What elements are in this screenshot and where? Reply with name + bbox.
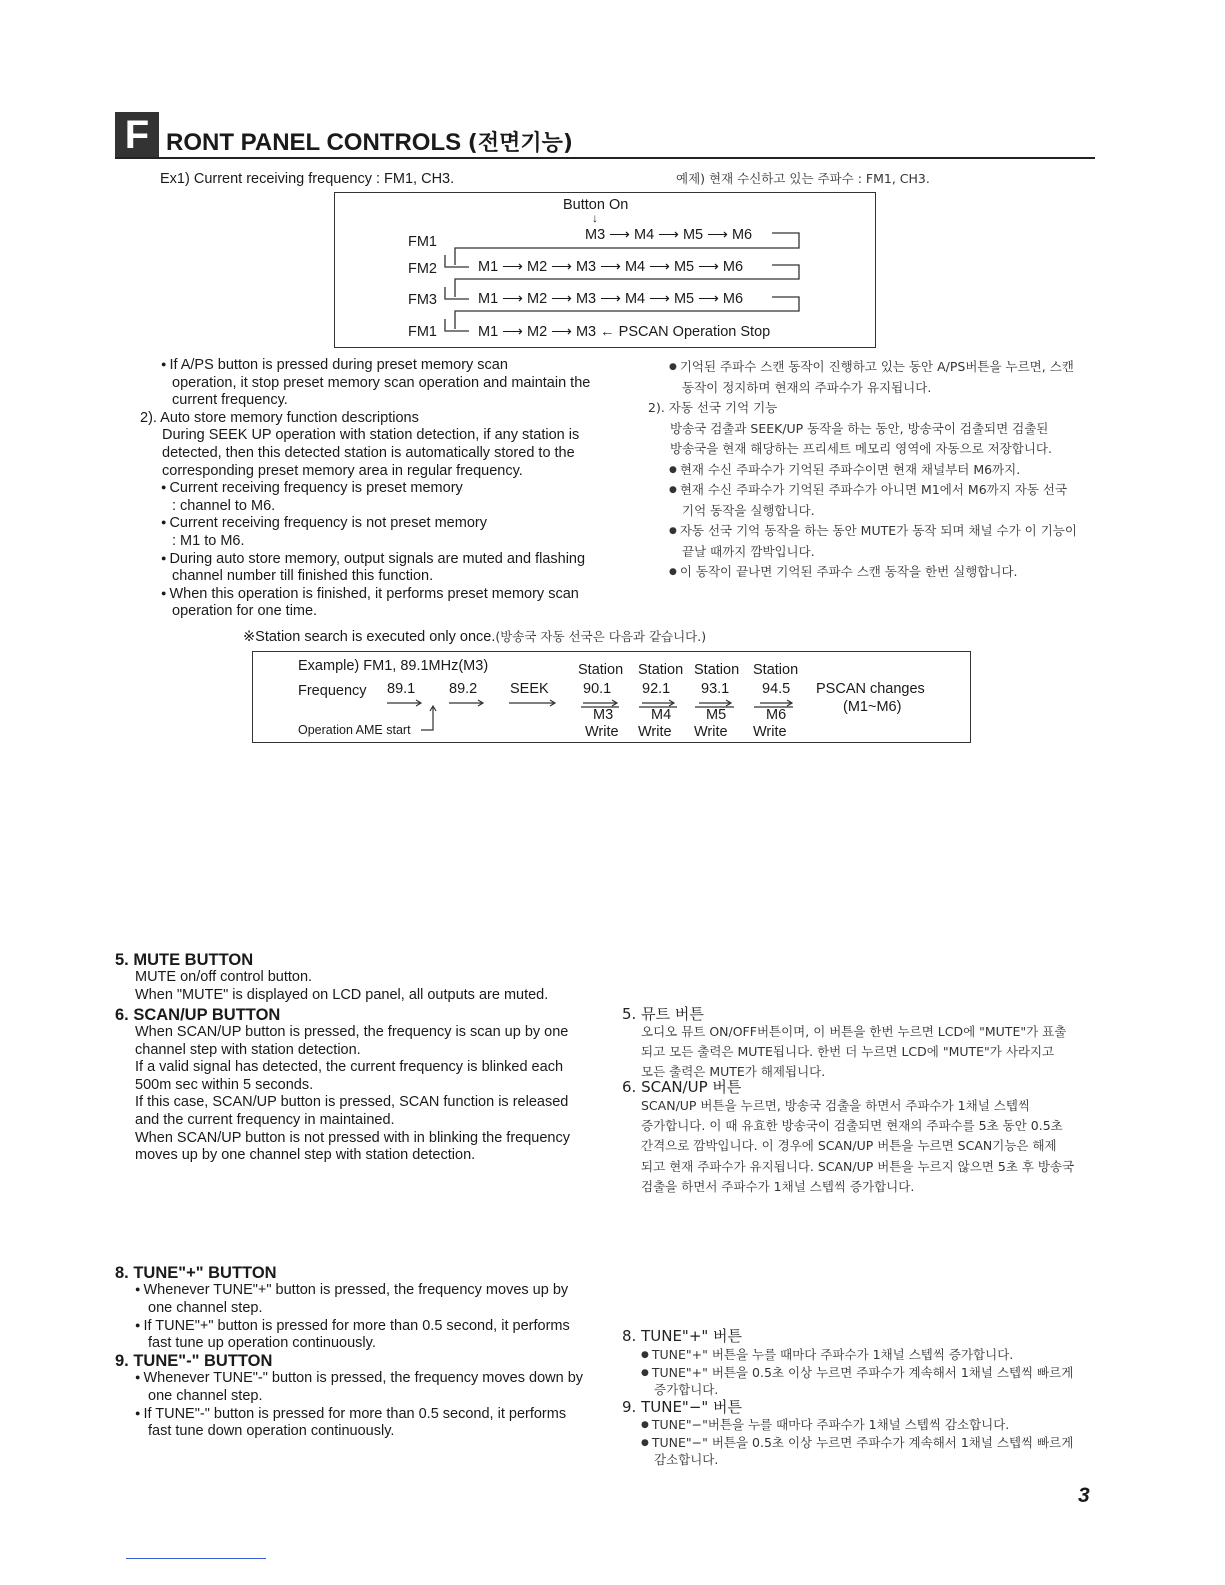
diagram-connectors <box>335 193 877 349</box>
auto-store-ko-line: 2). 자동 선국 기억 기능 <box>648 400 778 415</box>
freq-value-2: 89.2 <box>449 681 478 697</box>
auto-store-ko-line: 기억 동작을 실행합니다. <box>682 502 815 518</box>
auto-store-en-line: : channel to M6. <box>172 497 276 514</box>
auto-store-ko-line: ● 이 동작이 끝나면 기억된 주파수 스캔 동작을 한번 실행합니다. <box>669 562 1018 585</box>
arrow-2 <box>449 700 483 706</box>
arrow-6 <box>699 700 731 706</box>
auto-store-ko-line: 방송국을 현재 해당하는 프리세트 메모리 영역에 자동으로 저장합니다. <box>670 441 1052 456</box>
tune-minus-ko-line: ● TUNE"−"버튼을 누를 때마다 주파수가 1채널 스텝씩 감소합니다. <box>641 1415 1009 1438</box>
tune-plus-heading: 8. TUNE"+" BUTTON <box>115 1264 277 1282</box>
tune-minus-line: one channel step. <box>148 1387 263 1404</box>
auto-store-ko-line: ● 기억된 주파수 스캔 동작이 진행하고 있는 동안 A/PS버튼을 누르면, 스캔 <box>669 357 1074 380</box>
tune-minus-line: ● Whenever TUNE"-" button is pressed, the frequency moves down by <box>135 1370 583 1389</box>
scan-ko-line-2: 증가합니다. 이 때 유효한 방송국이 검출되면 현재의 주파수를 5초 동안 0.5초 <box>641 1118 1063 1134</box>
note-en: Station search is executed only once. <box>255 629 496 645</box>
freq-value-4: 92.1 <box>642 681 671 697</box>
tune-plus-line: ● Whenever TUNE"+" button is pressed, the frequency moves up by <box>135 1282 568 1301</box>
scan-heading: 6. SCAN/UP BUTTON <box>115 1006 281 1024</box>
auto-store-en-line: operation for one time. <box>172 603 318 620</box>
freq-value-6: 94.5 <box>762 681 791 697</box>
memory-label-m3: M3 <box>593 707 614 723</box>
pscan-label: PSCAN changes <box>816 681 925 697</box>
arrow-5 <box>642 700 674 706</box>
mute-ko-line-2: 되고 모든 출력은 MUTE됩니다. 한번 더 누르면 LCD에 "MUTE"가 사라지고 <box>641 1044 1055 1060</box>
tune-minus-line: ● If TUNE"-" button is pressed for more than 0.5 second, it performs <box>135 1406 566 1425</box>
station-label-2: Station <box>638 662 684 678</box>
note-ko: (방송국 자동 선국은 다음과 같습니다.) <box>495 629 707 644</box>
scan-body-ko <box>641 1096 1074 1197</box>
row-2-sequence: M1 ⟶ M2 ⟶ M3 ⟶ M4 ⟶ M5 ⟶ M6 <box>478 259 744 275</box>
tune-minus-line: fast tune down operation continuously. <box>148 1423 395 1440</box>
section-letter-box: F <box>115 112 159 158</box>
title-rule <box>115 157 1095 159</box>
mute-body-ko <box>641 1022 1066 1083</box>
station-search-note <box>243 627 706 648</box>
mute-line-2: When "MUTE" is displayed on LCD panel, all outputs are muted. <box>135 986 549 1003</box>
mute-ko-line-1: 오디오 뮤트 ON/OFF버튼이며, 이 버튼을 한번 누르면 LCD에 "MUTE"가 표출 <box>641 1024 1067 1039</box>
ex1-caption: Ex1) Current receiving frequency : FM1, CH3. <box>160 171 455 187</box>
ame-start-pointer <box>421 706 436 730</box>
note-symbol: ※ <box>243 629 256 645</box>
scan-line-1: When SCAN/UP button is pressed, the frequency is scan up by one <box>135 1024 569 1040</box>
example-title: Example) FM1, 89.1MHz(M3) <box>298 658 489 674</box>
arrow-7 <box>760 700 792 706</box>
row-4-sequence: M1 ⟶ M2 ⟶ M3 ← PSCAN Operation Stop <box>478 324 771 340</box>
tune-minus-heading: 9. TUNE"-" BUTTON <box>115 1352 273 1370</box>
tune-plus-ko-line: ● TUNE"+" 버튼을 0.5초 이상 누르면 주파수가 계속해서 1채널 스텝씩 빠르게 <box>641 1363 1073 1386</box>
tune-minus-heading-ko: 9. TUNE"−" 버튼 <box>622 1398 743 1416</box>
auto-store-en-line: channel number till finished this function. <box>172 568 434 585</box>
row-label-1: FM1 <box>408 234 437 250</box>
mute-line-1: MUTE on/off control button. <box>135 969 313 985</box>
row-label-4: FM1 <box>408 324 437 340</box>
page-title-ko: (전면기능) <box>467 131 573 156</box>
connector-2 <box>455 265 799 297</box>
row-label-3: FM3 <box>408 292 437 308</box>
auto-store-en-line: ● When this operation is finished, it performs preset memory scan <box>161 586 579 605</box>
auto-store-en-line: 2). Auto store memory function descriptions <box>140 409 419 426</box>
auto-store-en-line: operation, it stop preset memory scan operation and maintain the <box>172 374 591 391</box>
connector-1 <box>455 233 799 265</box>
tune-plus-ko-line: 증가합니다. <box>654 1382 719 1397</box>
auto-store-en-line: During SEEK UP operation with station detection, if any station is <box>162 427 580 444</box>
auto-store-en-line: : M1 to M6. <box>172 533 245 549</box>
station-label-3: Station <box>694 662 740 678</box>
mute-heading: 5. MUTE BUTTON <box>115 951 254 969</box>
footer-link-line <box>126 1558 266 1559</box>
tune-minus-ko-line: ● TUNE"−" 버튼을 0.5초 이상 누르면 주파수가 계속해서 1채널 스텝씩 빠르게 <box>641 1433 1073 1456</box>
scan-heading-ko: 6. SCAN/UP 버튼 <box>622 1078 742 1096</box>
memory-label-m6: M6 <box>766 707 787 723</box>
scan-line-3: If a valid signal has detected, the current frequency is blinked each <box>135 1059 564 1076</box>
scan-line-4: 500m sec within 5 seconds. <box>135 1076 314 1093</box>
frequency-label: Frequency <box>298 683 367 699</box>
scan-line-8: moves up by one channel step with station detection. <box>135 1147 476 1164</box>
memory-label-m5: M5 <box>706 707 727 723</box>
tune-minus-ko-line: 감소합니다. <box>654 1452 719 1467</box>
pscan-range: (M1~M6) <box>843 699 902 715</box>
auto-store-ko-line: ● 자동 선국 기억 동작을 하는 동안 MUTE가 동작 되며 채널 수가 이 기능이 <box>669 521 1077 544</box>
scan-body <box>135 1024 570 1165</box>
tune-plus-line: fast tune up operation continuously. <box>148 1335 376 1352</box>
write-label-1: Write <box>585 724 619 740</box>
memory-label-m4: M4 <box>651 707 672 723</box>
arrow-3 <box>509 700 555 706</box>
button-on-label: Button On <box>563 197 629 213</box>
scan-line-5: If this case, SCAN/UP button is pressed, SCAN function is released <box>135 1094 569 1111</box>
scan-ko-line-1: SCAN/UP 버튼을 누르면, 방송국 검출을 하면서 주파수가 1채널 스텝씩 <box>641 1098 1030 1113</box>
page-title <box>166 126 573 157</box>
scan-ko-line-5: 검출을 하면서 주파수가 1채널 스텝씩 증가합니다. <box>641 1178 915 1194</box>
page-title-en: RONT PANEL CONTROLS <box>166 129 462 156</box>
auto-store-en-line: ● If A/PS button is pressed during preset memory scan <box>161 357 508 376</box>
tune-plus-line: one channel step. <box>148 1299 263 1316</box>
tune-plus-heading-ko: 8. TUNE"+" 버튼 <box>622 1327 743 1345</box>
row-label-2: FM2 <box>408 261 437 277</box>
auto-store-ko-line: ● 현재 수신 주파수가 기억된 주파수가 아니면 M1에서 M6까지 자동 선국 <box>669 480 1067 503</box>
freq-value-3: 90.1 <box>583 681 612 697</box>
scan-ko-line-4: 되고 현재 주파수가 유지됩니다. SCAN/UP 버튼을 누르지 않으면 5초 후 방송국 <box>641 1158 1075 1174</box>
auto-store-ko-line: 방송국 검출과 SEEK/UP 동작을 하는 동안, 방송국이 검출되면 검출된 <box>670 420 1049 436</box>
auto-store-en-line: ● Current receiving frequency is preset memory <box>161 480 463 499</box>
preset-scan-diagram <box>334 192 876 348</box>
auto-store-en-line: detected, then this detected station is automatically stored to the <box>162 445 575 461</box>
tune-plus-line: ● If TUNE"+" button is pressed for more than 0.5 second, it performs <box>135 1318 570 1337</box>
mute-ko-line-3: 모든 출력은 MUTE가 해제됩니다. <box>641 1064 826 1080</box>
station-search-example <box>252 651 971 743</box>
station-label-1: Station <box>578 662 624 678</box>
row-3-sequence: M1 ⟶ M2 ⟶ M3 ⟶ M4 ⟶ M5 ⟶ M6 <box>478 291 744 307</box>
freq-value-1: 89.1 <box>387 681 416 697</box>
write-label-3: Write <box>694 724 728 740</box>
write-label-4: Write <box>753 724 787 740</box>
connector-3 <box>455 297 799 329</box>
page-number: 3 <box>1078 1484 1090 1507</box>
tune-plus-ko-line: ● TUNE"+" 버튼을 누를 때마다 주파수가 1채널 스텝씩 증가합니다. <box>641 1345 1013 1368</box>
ex1-caption-ko: 예제) 현재 수신하고 있는 주파수 : FM1, CH3. <box>676 171 930 186</box>
arrow-4 <box>583 700 617 706</box>
mute-heading-ko: 5. 뮤트 버튼 <box>622 1005 704 1023</box>
scan-line-6: and the current frequency in maintained. <box>135 1111 395 1128</box>
scan-line-7: When SCAN/UP button is not pressed with in blinking the frequency <box>135 1129 570 1146</box>
scan-ko-line-3: 간격으로 깜박입니다. 이 경우에 SCAN/UP 버튼을 누르면 SCAN기능은 해제 <box>641 1138 1057 1154</box>
write-label-2: Write <box>638 724 672 740</box>
auto-store-ko-line: 동작이 정지하며 현재의 주파수가 유지됩니다. <box>682 379 932 395</box>
example-arrows <box>253 652 972 744</box>
auto-store-en-line: corresponding preset memory area in regular frequency. <box>162 462 523 479</box>
auto-store-ko-line: 끝날 때까지 깜박입니다. <box>682 543 815 559</box>
auto-store-en-line: current frequency. <box>172 392 288 409</box>
arrow-1 <box>387 700 421 706</box>
auto-store-en-line: ● Current receiving frequency is not preset memory <box>161 515 487 534</box>
auto-store-ko-line: ● 현재 수신 주파수가 기억된 주파수이면 현재 채널부터 M6까지. <box>669 460 1020 483</box>
mute-body <box>135 969 548 1004</box>
ame-start-label: Operation AME start <box>298 723 411 737</box>
down-arrow-icon: ↓ <box>592 211 598 225</box>
freq-value-seek: SEEK <box>510 681 549 697</box>
scan-line-2: channel step with station detection. <box>135 1041 361 1058</box>
auto-store-en-line: ● During auto store memory, output signals are muted and flashing <box>161 551 585 570</box>
freq-value-5: 93.1 <box>701 681 730 697</box>
station-label-4: Station <box>753 662 799 678</box>
row-1-sequence: M3 ⟶ M4 ⟶ M5 ⟶ M6 <box>585 227 753 243</box>
